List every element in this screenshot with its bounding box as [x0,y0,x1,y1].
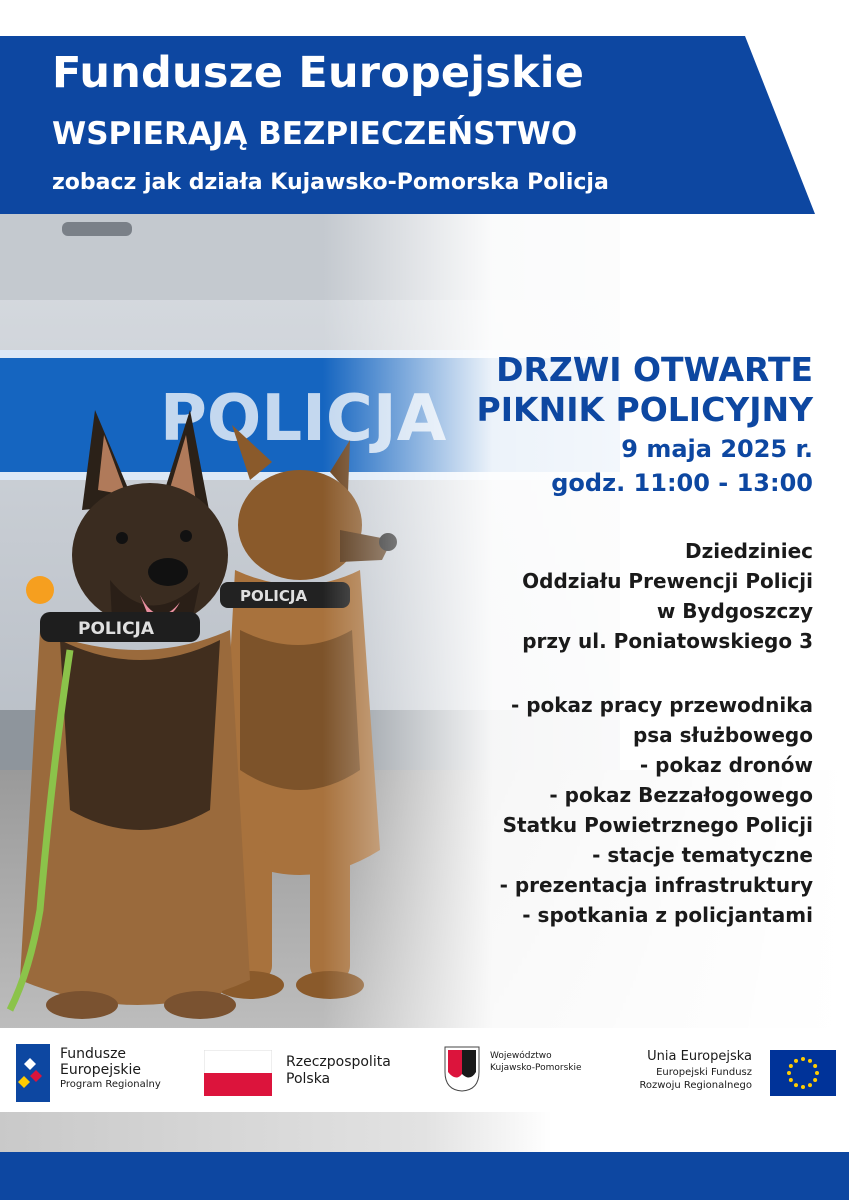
header-title: Fundusze Europejskie [52,48,585,98]
event-date: 9 maja 2025 r. [621,435,813,463]
event-title-line-1: DRZWI OTWARTE [496,350,813,389]
event-title-line-2: PIKNIK POLICYJNY [476,390,813,429]
wkp-line2: Kujawsko-Pomorskie [490,1063,582,1073]
venue-line: przy ul. Poniatowskiego 3 [522,629,813,653]
logo-rzeczpospolita-polska [204,1040,414,1110]
activity-item: - pokaz Bezzałogowego [549,783,813,807]
activity-item: - pokaz pracy przewodnika [510,693,813,717]
eu-star-icon [808,1059,812,1063]
event-info [373,350,813,930]
activity-item: - prezentacja infrastruktury [499,873,813,897]
eu-star-icon [801,1057,805,1061]
logos-bar [0,1028,849,1120]
activity-item: - spotkania z policjantami [522,903,813,927]
header-subtitle: WSPIERAJĄ BEZPIECZEŃSTWO [52,116,578,152]
eu-star-icon [815,1071,819,1075]
fe-line3: Program Regionalny [60,1079,161,1090]
logo-wojewodztwo [444,1040,614,1110]
eu-star-icon [801,1085,805,1089]
wkp-line1: Województwo [490,1051,552,1061]
venue-line: w Bydgoszczy [656,599,813,623]
header-tagline: zobacz jak działa Kujawsko-Pomorska Policja [52,170,609,195]
polish-flag-icon [204,1050,272,1096]
ue-line2: Europejski Fundusz [656,1067,752,1078]
activity-item: - pokaz dronów [639,753,813,777]
eu-star-icon [794,1059,798,1063]
eu-star-icon [813,1064,817,1068]
eu-star-icon [787,1071,791,1075]
eu-star-icon [789,1078,793,1082]
ue-line1: Unia Europejska [647,1049,752,1064]
fe-emblem-icon [16,1044,50,1102]
logo-unia-europejska [624,1040,836,1110]
eu-star-icon [813,1078,817,1082]
rp-line1: Rzeczpospolita [286,1054,391,1070]
eu-star-icon [789,1064,793,1068]
footer-pavement [0,1112,849,1152]
coat-of-arms-icon [444,1046,480,1092]
ue-line3: Rozwoju Regionalnego [639,1080,752,1091]
venue-line: Dziedziniec [685,539,813,563]
activity-item: Statku Powietrznego Policji [502,813,813,837]
eu-star-icon [794,1083,798,1087]
logo-fundusze-europejskie [16,1040,196,1110]
activity-item: psa służbowego [632,723,813,747]
venue-line: Oddziału Prewencji Policji [522,569,813,593]
footer-band [0,1152,849,1200]
fe-line2: Europejskie [60,1062,142,1078]
activities-list [373,690,813,930]
venue [373,536,813,656]
event-hours: godz. 11:00 - 13:00 [551,469,813,497]
eu-flag-icon [770,1050,836,1096]
fe-line1: Fundusze [60,1046,127,1062]
activity-item: - stacje tematyczne [592,843,813,867]
eu-star-icon [808,1083,812,1087]
rp-line2: Polska [286,1071,331,1087]
